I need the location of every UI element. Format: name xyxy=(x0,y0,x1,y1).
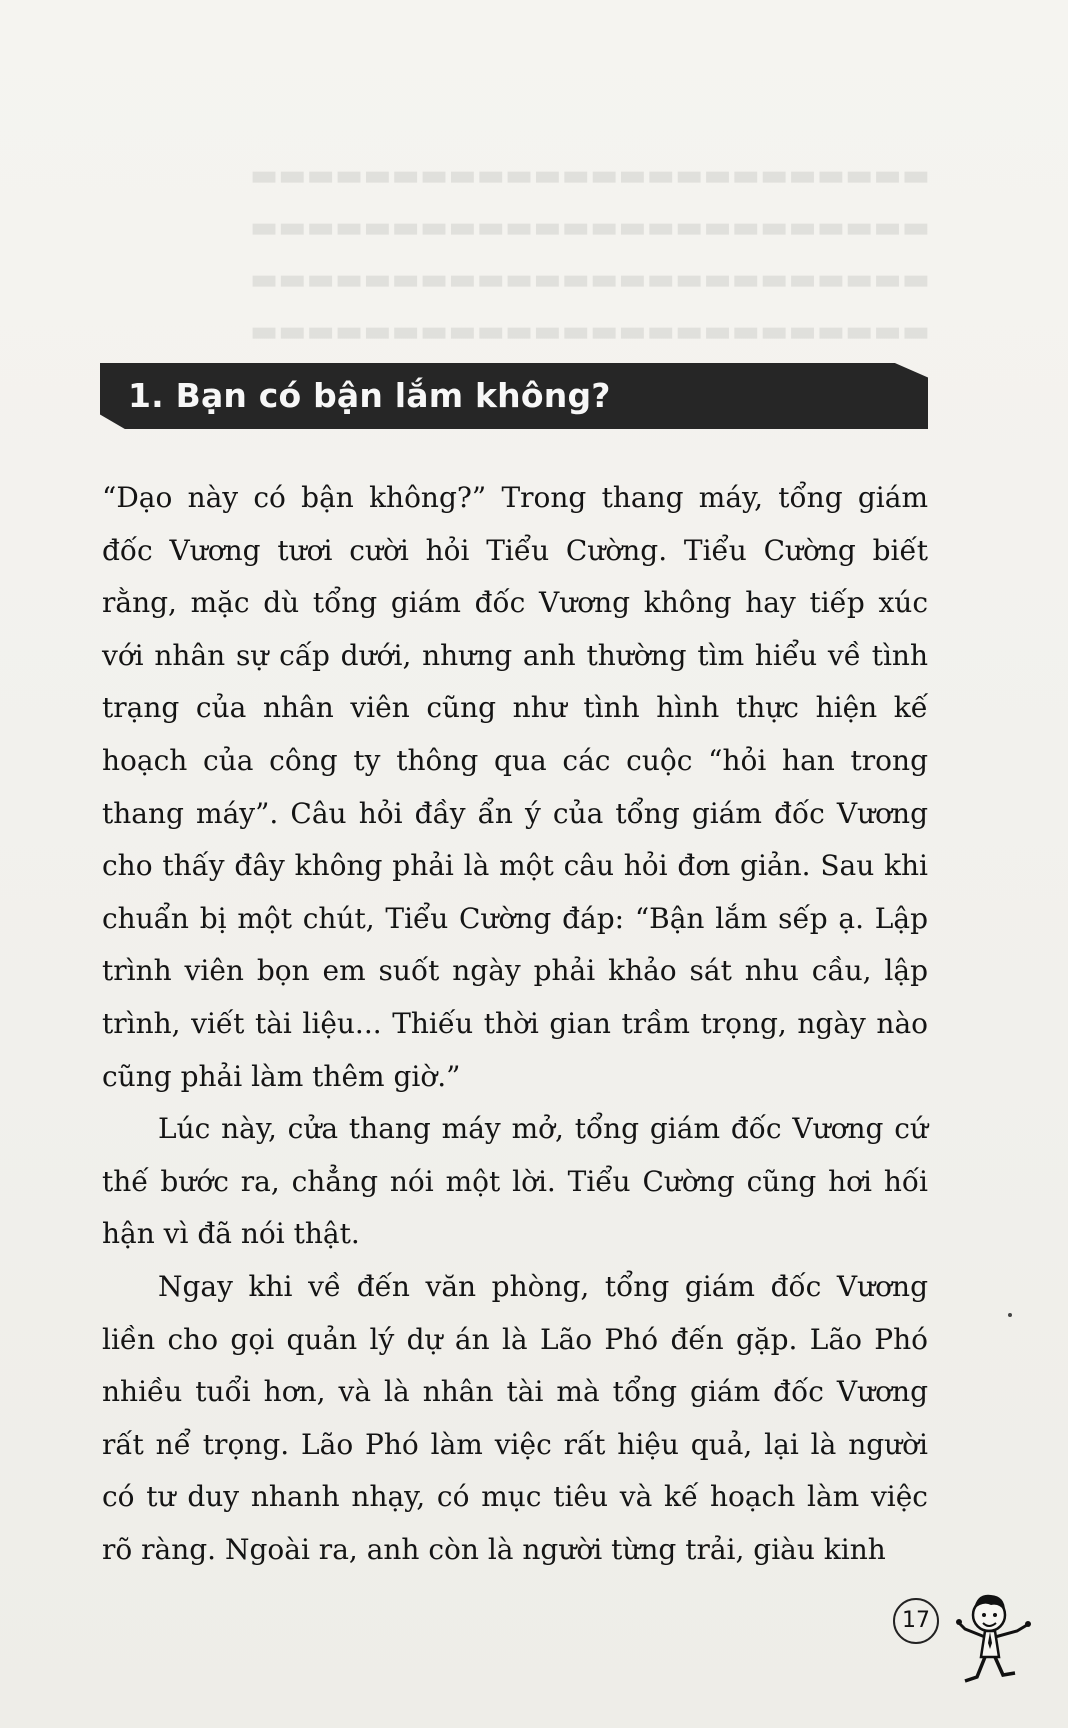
body-text xyxy=(102,472,928,1576)
paragraph-3: Ngay khi về đến văn phòng, tổng giám đốc Vương liền cho gọi quản lý dự án là Lão Phó đến gặp. Lão Phó nhiều tuổi hơn, và là nhân tài mà tổng giám đốc Vương rất nể trọng. Lão Phó làm việc rất hiệu quả, lại là người có tư duy nhanh nhạy, có mục tiêu và kế hoạch làm việc rõ ràng. Ngoài ra, anh còn là người từng trải, giàu kinh xyxy=(102,1269,928,1566)
paragraph-1: “Dạo này có bận không?” Trong thang máy, tổng giám đốc Vương tươi cười hỏi Tiểu Cường. Tiểu Cường biết rằng, mặc dù tổng giám đốc Vương không hay tiếp xúc với nhân sự cấp dưới, nhưng anh thường tìm hiểu về tình trạng của nhân viên cũng như tình hình thực hiện kế hoạch của công ty thông qua các cuộc “hỏi han trong thang máy”. Câu hỏi đầy ẩn ý của tổng giám đốc Vương cho thấy đây không phải là một câu hỏi đơn giản. Sau khi chuẩn bị một chút, Tiểu Cường đáp: “Bận lắm sếp ạ. Lập trình viên bọn em suốt ngày phải khảo sát nhu cầu, lập trình, viết tài liệu... Thiếu thời gian trầm trọng, ngày nào cũng phải làm thêm giờ.” xyxy=(102,481,928,1093)
section-heading: 1. Bạn có bận lắm không? xyxy=(128,376,611,415)
page-number: 17 xyxy=(893,1598,939,1644)
ink-speck xyxy=(1008,1313,1012,1317)
cartoon-mascot-icon xyxy=(955,1585,1035,1695)
paragraph-2: Lúc này, cửa thang máy mở, tổng giám đốc Vương cứ thế bước ra, chẳng nói một lời. Tiểu Cường cũng hơi hối hận vì đã nói thật. xyxy=(102,1112,928,1251)
show-through-texture: ▬▬▬▬▬▬▬▬▬▬▬▬▬▬▬▬▬▬▬▬▬▬▬▬ ▬▬▬▬▬▬▬▬▬▬▬▬▬▬▬▬▬▬▬▬▬▬▬▬ ▬▬▬▬▬▬▬▬▬▬▬▬▬▬▬▬▬▬▬▬▬▬▬▬ ▬▬▬▬▬▬▬▬▬▬▬▬▬▬▬▬▬▬▬▬▬▬▬▬ xyxy=(249,158,930,349)
